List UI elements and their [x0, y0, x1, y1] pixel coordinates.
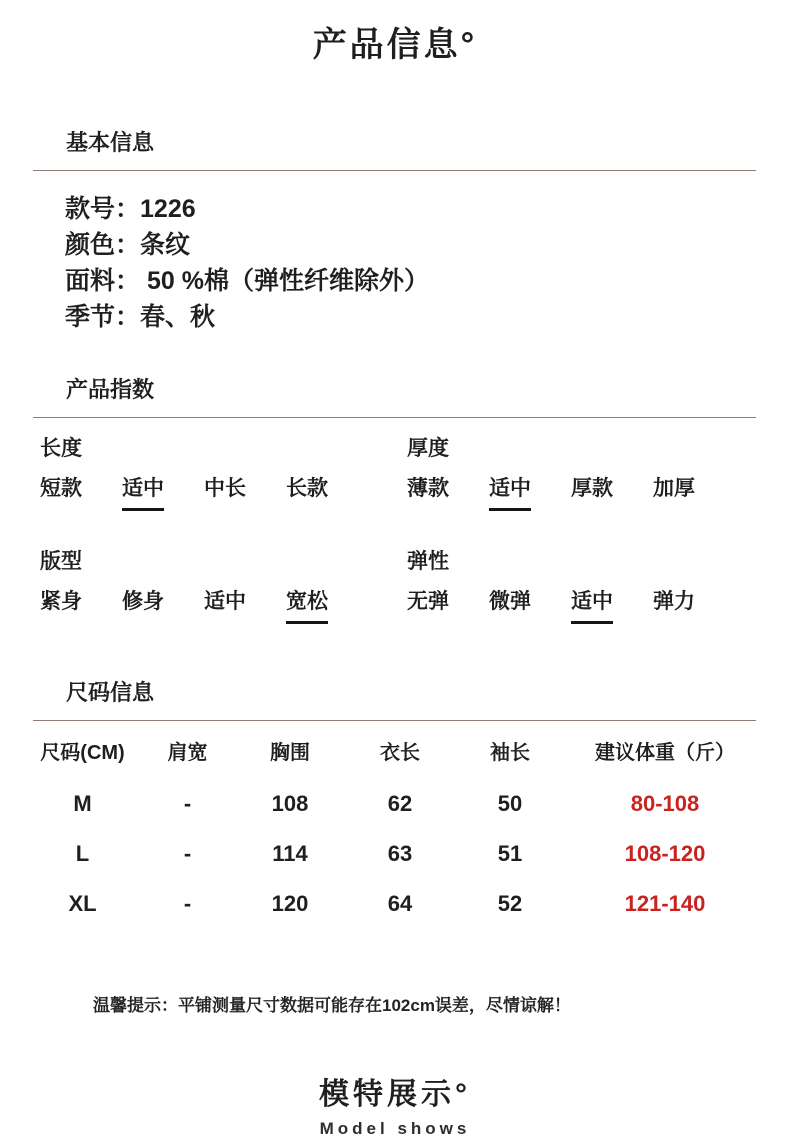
size-cell: 63: [387, 841, 413, 866]
size-cell: -: [183, 841, 192, 866]
info-row-style-number: [65, 191, 790, 227]
index-option-selected: 适中: [571, 590, 613, 624]
size-cell: 52: [497, 891, 523, 916]
table-row-xl: [25, 879, 765, 929]
size-table-header: 建议体重（斤）: [595, 741, 735, 764]
index-options: [40, 477, 407, 511]
index-group-elasticity: [407, 550, 790, 624]
size-table-header: 袖长: [490, 741, 530, 764]
size-table-header: 肩宽: [167, 741, 208, 764]
index-option: 中长: [204, 477, 246, 500]
info-value: 条纹: [140, 231, 191, 259]
info-label: 款号：: [65, 195, 141, 223]
index-options: [40, 590, 407, 624]
index-option: 适中: [204, 590, 246, 613]
size-cell: -: [183, 791, 192, 816]
info-row-season: [65, 299, 790, 335]
size-table: [25, 721, 765, 929]
index-option-selected: 适中: [489, 477, 531, 511]
product-index-heading: 产品指数: [66, 377, 155, 402]
info-label: 面料：: [65, 267, 141, 295]
product-index-grid: [0, 437, 790, 624]
index-option-selected: 宽松: [286, 590, 328, 624]
page-title: 产品信息°: [312, 26, 478, 64]
info-value: 1226: [140, 195, 196, 223]
index-options: [407, 590, 790, 624]
size-cell: 120: [271, 891, 309, 916]
index-option: 长款: [286, 477, 328, 500]
index-group-length: [40, 437, 407, 511]
info-row-color: [65, 227, 790, 263]
basic-info-heading: 基本信息: [66, 130, 155, 155]
size-cell-weight: 108-120: [624, 841, 706, 866]
index-option: 紧身: [40, 590, 82, 613]
table-row-l: [25, 829, 765, 879]
index-option: 加厚: [653, 477, 695, 500]
info-row-fabric: [65, 263, 790, 299]
size-cell: M: [73, 791, 92, 816]
index-option: 微弹: [489, 590, 531, 613]
index-group-thickness: [407, 437, 790, 511]
size-cell-weight: 80-108: [630, 791, 700, 816]
index-option: 短款: [40, 477, 82, 500]
index-group-fit: [40, 550, 407, 624]
info-value: 50 %棉（弹性纤维除外）: [140, 267, 429, 295]
index-option-selected: 适中: [122, 477, 164, 511]
info-label: 季节：: [65, 303, 141, 331]
size-cell-weight: 121-140: [624, 891, 706, 916]
index-option: 厚款: [571, 477, 613, 500]
size-cell: L: [75, 841, 90, 866]
model-shows-heading: 模特展示°: [319, 1078, 471, 1111]
measurement-tip: 温馨提示：平铺测量尺寸数据可能存在102cm误差，尽情谅解！: [93, 996, 571, 1015]
index-option: 无弹: [407, 590, 449, 613]
index-group-label: 版型: [40, 550, 82, 573]
size-cell: XL: [68, 891, 97, 916]
index-group-label: 长度: [40, 437, 82, 460]
size-cell: 51: [497, 841, 523, 866]
size-info-heading: 尺码信息: [66, 680, 155, 705]
index-option: 弹力: [653, 590, 695, 613]
section-divider: [33, 170, 756, 171]
size-cell: 50: [497, 791, 523, 816]
size-cell: 64: [387, 891, 413, 916]
size-table-header: 尺码(CM): [40, 741, 125, 764]
size-cell: 108: [271, 791, 309, 816]
info-value: 春、秋: [140, 303, 216, 331]
model-shows-subheading: Model shows: [319, 1119, 471, 1138]
index-group-label: 厚度: [407, 437, 449, 460]
index-group-label: 弹性: [407, 550, 449, 573]
section-divider: [33, 417, 756, 418]
size-table-header-row: [25, 721, 765, 779]
basic-info-rows: [65, 191, 790, 335]
info-label: 颜色：: [65, 231, 141, 259]
size-cell: -: [183, 891, 192, 916]
size-table-header: 胸围: [270, 741, 310, 764]
size-table-header: 衣长: [380, 741, 420, 764]
size-cell: 62: [387, 791, 413, 816]
index-options: [407, 477, 790, 511]
index-option: 薄款: [407, 477, 449, 500]
size-cell: 114: [272, 841, 308, 866]
index-option: 修身: [122, 590, 164, 613]
table-row-m: [25, 779, 765, 829]
